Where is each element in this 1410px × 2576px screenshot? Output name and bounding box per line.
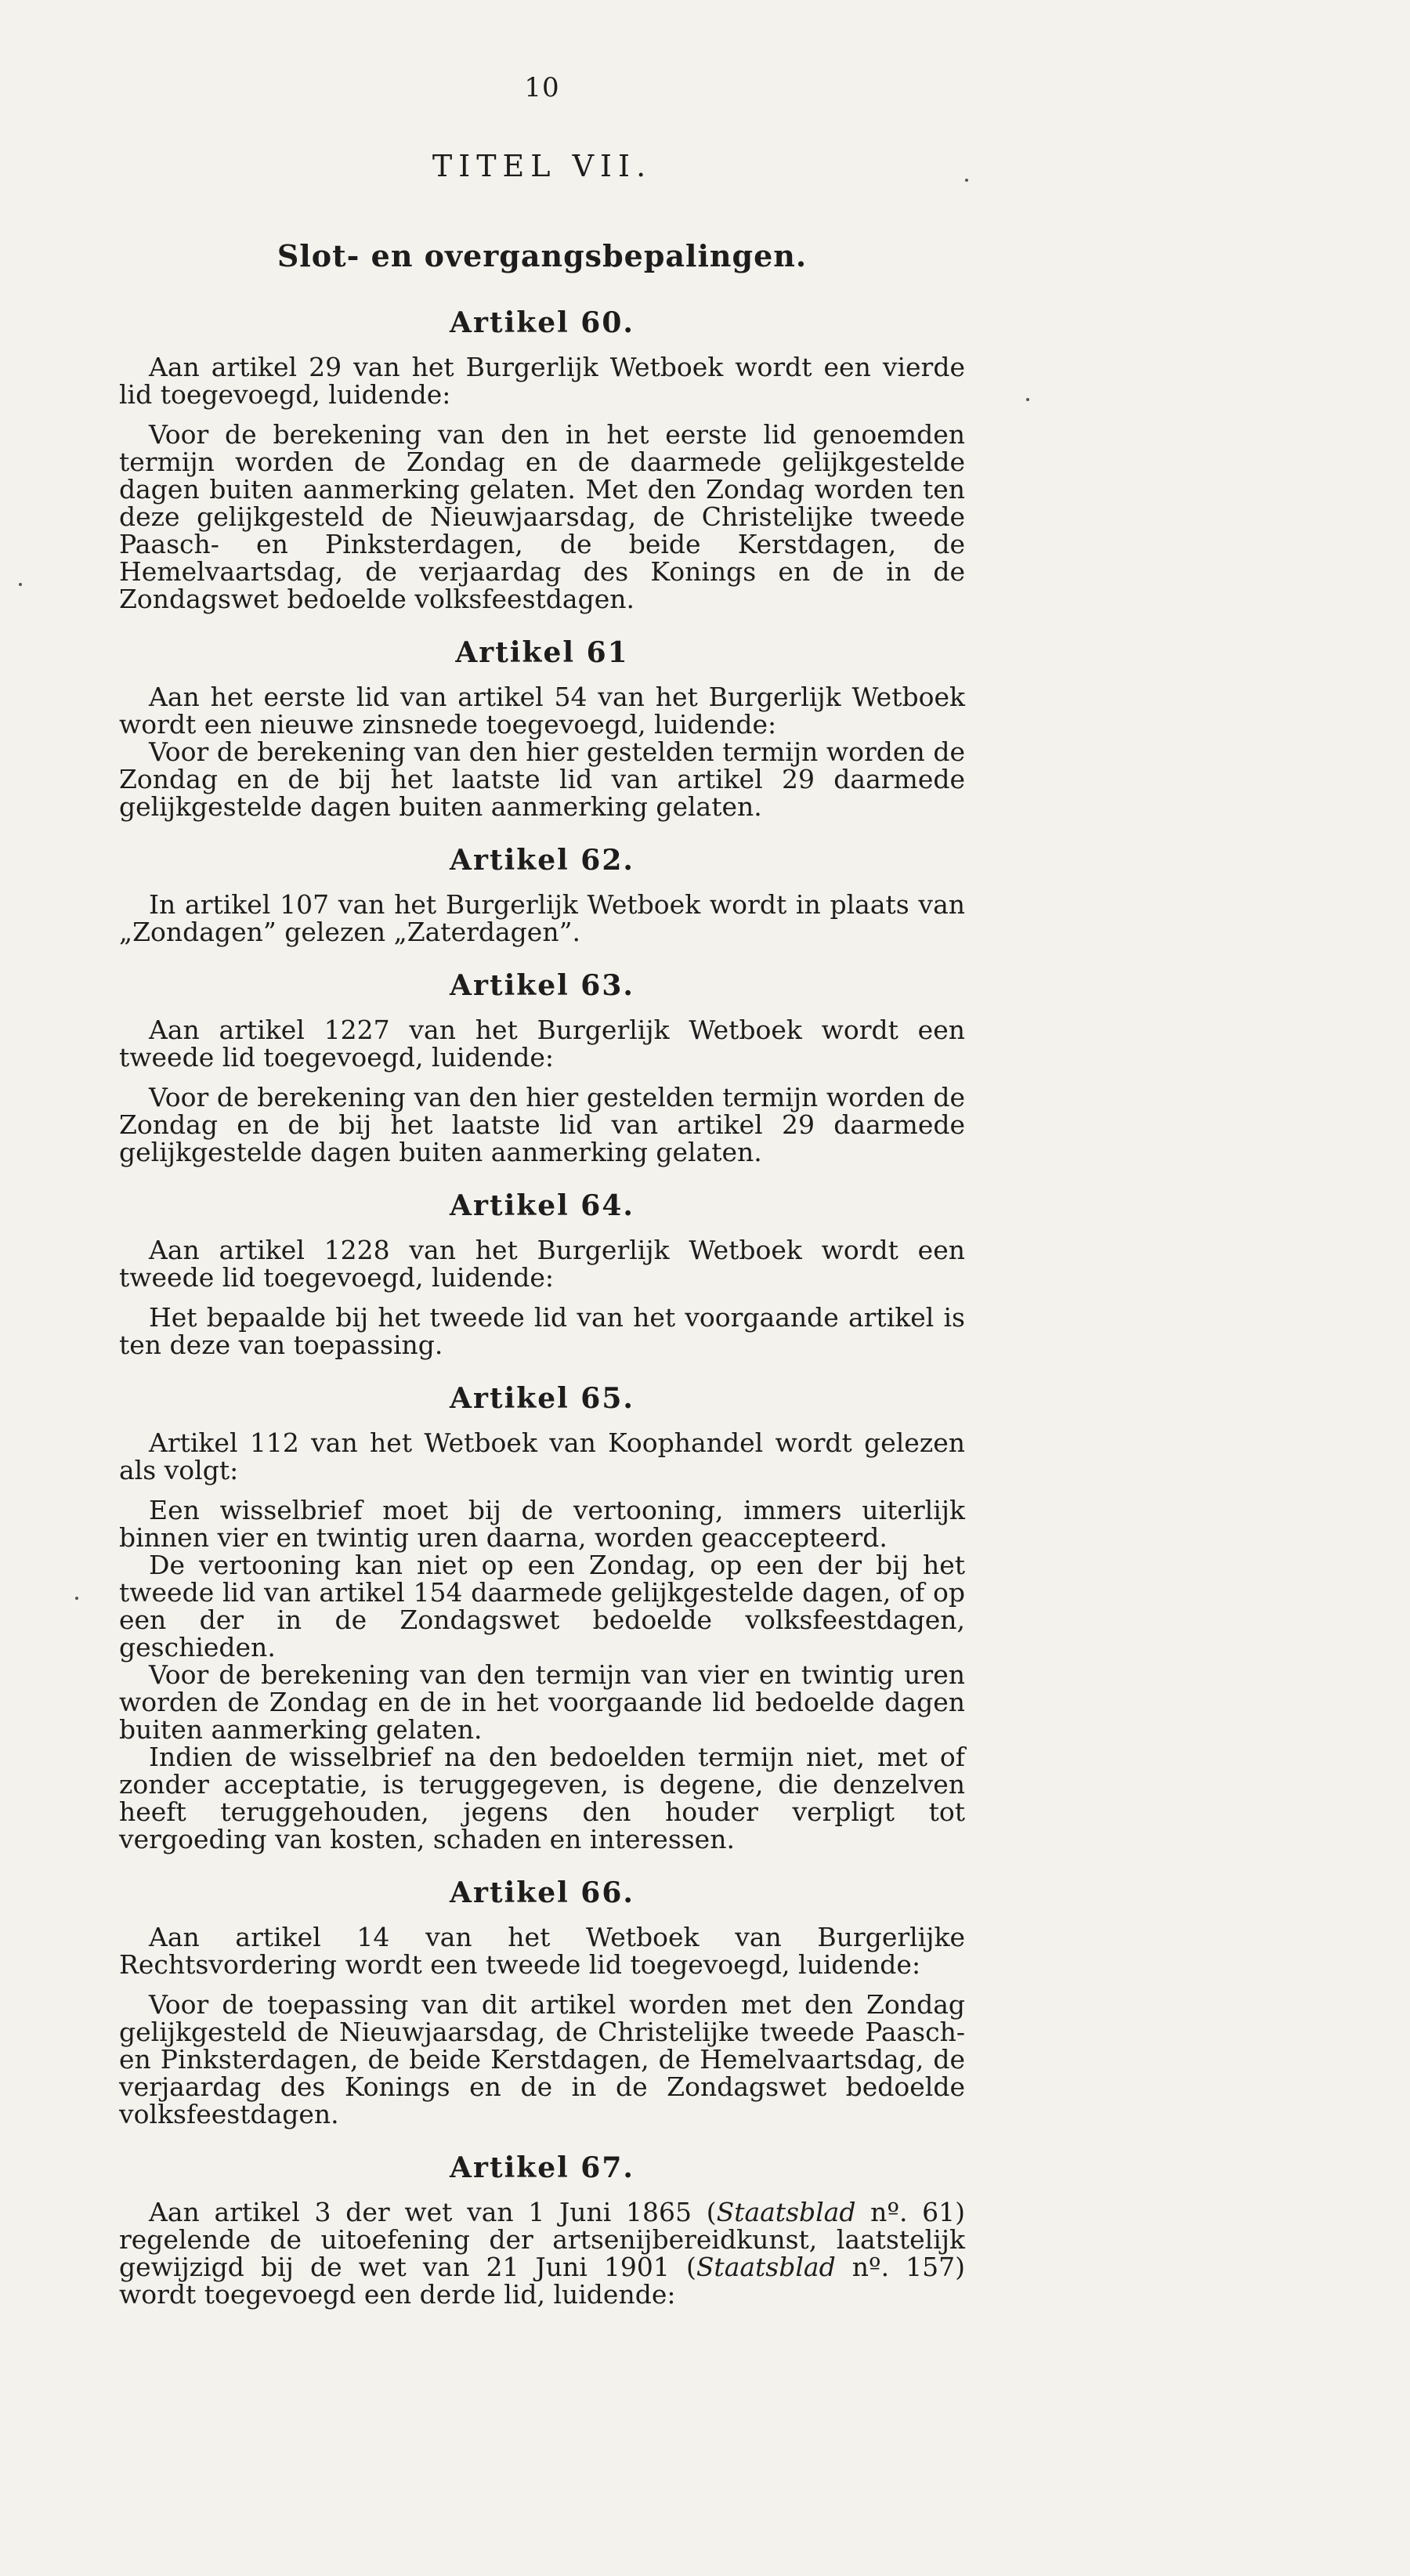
article-62 <box>119 844 965 946</box>
article-quote: Een wisselbrief moet bij de vertooning, immers uiterlijk binnen vier en twintig uren daarna, worden geaccepteerd. <box>119 1495 965 1553</box>
article-quote: Het bepaalde bij het tweede lid van het voorgaande artikel is ten deze van toepassing. <box>119 1302 965 1360</box>
article-63 <box>119 969 965 1166</box>
article-heading: Artikel 60. <box>450 306 634 339</box>
text-column <box>119 55 965 2321</box>
article-intro: Aan artikel 14 van het Wetboek van Burgerlijke Rechtsvordering wordt een tweede lid toegevoegd, luidende: <box>119 1922 965 1980</box>
article-61 <box>119 636 965 820</box>
article-intro <box>119 2198 965 2308</box>
article-64 <box>119 1189 965 1359</box>
article-66 <box>119 1876 965 2128</box>
article-quote: Voor de berekening van den termijn van vier en twintig uren worden de Zondag en de in het voorgaande lid bedoelde dagen buiten aanmerking gelaten. <box>119 1659 965 1745</box>
staatsblad-reference: Staatsblad <box>716 2197 856 2227</box>
article-intro: Aan artikel 29 van het Burgerlijk Wetboek wordt een vierde lid toegevoegd, luidende: <box>119 352 965 410</box>
article-intro: Aan artikel 1227 van het Burgerlijk Wetboek wordt een tweede lid toegevoegd, luidende: <box>119 1015 965 1073</box>
staatsblad-reference: Staatsblad <box>696 2252 836 2282</box>
intro-text: Aan artikel 3 der wet van 1 Juni 1865 ( <box>149 2197 717 2227</box>
print-speck <box>965 179 968 182</box>
page-number: 10 <box>524 72 560 103</box>
chapter-subtitle: Slot- en overgangsbepalingen. <box>277 238 808 273</box>
chapter-title: TITEL VII. <box>432 149 653 183</box>
article-quote: De vertooning kan niet op een Zondag, op een der bij het tweede lid van artikel 154 daarmede gelijkgestelde dagen, of op een der in de Zondagswet bedoelde volksfeestdagen, geschieden. <box>119 1550 965 1662</box>
article-quote: Voor de berekening van den hier gestelden termijn worden de Zondag en de bij het laatste lid van artikel 29 daarmede gelijkgestelde dagen buiten aanmerking gelaten. <box>119 1082 965 1167</box>
article-heading: Artikel 62. <box>450 844 634 877</box>
article-67 <box>119 2151 965 2308</box>
intro-text: nº. 61) regelende de uitoefening der artsenijbereidkunst, laatstelijk gewijzigd bij de wet van 21 Juni 1901 ( <box>119 2197 966 2282</box>
article-quote: Voor de berekening van den in het eerste lid genoemden termijn worden de Zondag en de daarmede gelijkgestelde dagen buiten aanmerking gelaten. Met den Zondag worden ten deze gelijkgesteld de Nieuwjaarsdag, de Christelijke tweede Paasch- en Pinksterdagen, de beide Kerstdagen, de Hemelvaartsdag, de verjaardag des Konings en de in de Zondagswet bedoelde volksfeestdagen. <box>119 419 965 614</box>
article-heading: Artikel 61 <box>455 636 629 669</box>
article-heading: Artikel 64. <box>450 1189 634 1222</box>
print-speck <box>1026 398 1029 401</box>
print-speck <box>75 1597 78 1600</box>
article-quote: Indien de wisselbrief na den bedoelden termijn niet, met of zonder acceptatie, is teruggegeven, is degene, die denzelven heeft teruggehouden, jegens den houder verpligt tot vergoeding van kosten, schaden en interessen. <box>119 1742 965 1854</box>
intro-text: nº. 157) wordt toegevoegd een derde lid, luidende: <box>119 2252 965 2310</box>
article-heading: Artikel 66. <box>450 1876 634 1909</box>
article-intro: Aan artikel 1228 van het Burgerlijk Wetboek wordt een tweede lid toegevoegd, luidende: <box>119 1235 965 1293</box>
article-60 <box>119 306 965 613</box>
article-intro: In artikel 107 van het Burgerlijk Wetboek wordt in plaats van „Zondagen” gelezen „Zaterdagen”. <box>119 889 965 947</box>
article-65 <box>119 1382 965 1853</box>
article-heading: Artikel 65. <box>450 1382 634 1415</box>
article-heading: Artikel 63. <box>450 969 634 1002</box>
article-intro: Artikel 112 van het Wetboek van Koophandel wordt gelezen als volgt: <box>119 1427 965 1485</box>
article-intro: Aan het eerste lid van artikel 54 van het Burgerlijk Wetboek wordt een nieuwe zinsnede toegevoegd, luidende: <box>119 682 965 740</box>
article-quote: Voor de toepassing van dit artikel worden met den Zondag gelijkgesteld de Nieuwjaarsdag, de Christelijke tweede Paasch- en Pinksterdagen, de beide Kerstdagen, de Hemelvaartsdag, de verjaardag des Konings en de in de Zondagswet bedoelde volksfeestdagen. <box>119 1989 965 2129</box>
print-speck <box>19 583 22 586</box>
article-heading: Artikel 67. <box>450 2151 634 2184</box>
article-quote: Voor de berekening van den hier gestelden termijn worden de Zondag en de bij het laatste lid van artikel 29 daarmede gelijkgestelde dagen buiten aanmerking gelaten. <box>119 736 965 822</box>
